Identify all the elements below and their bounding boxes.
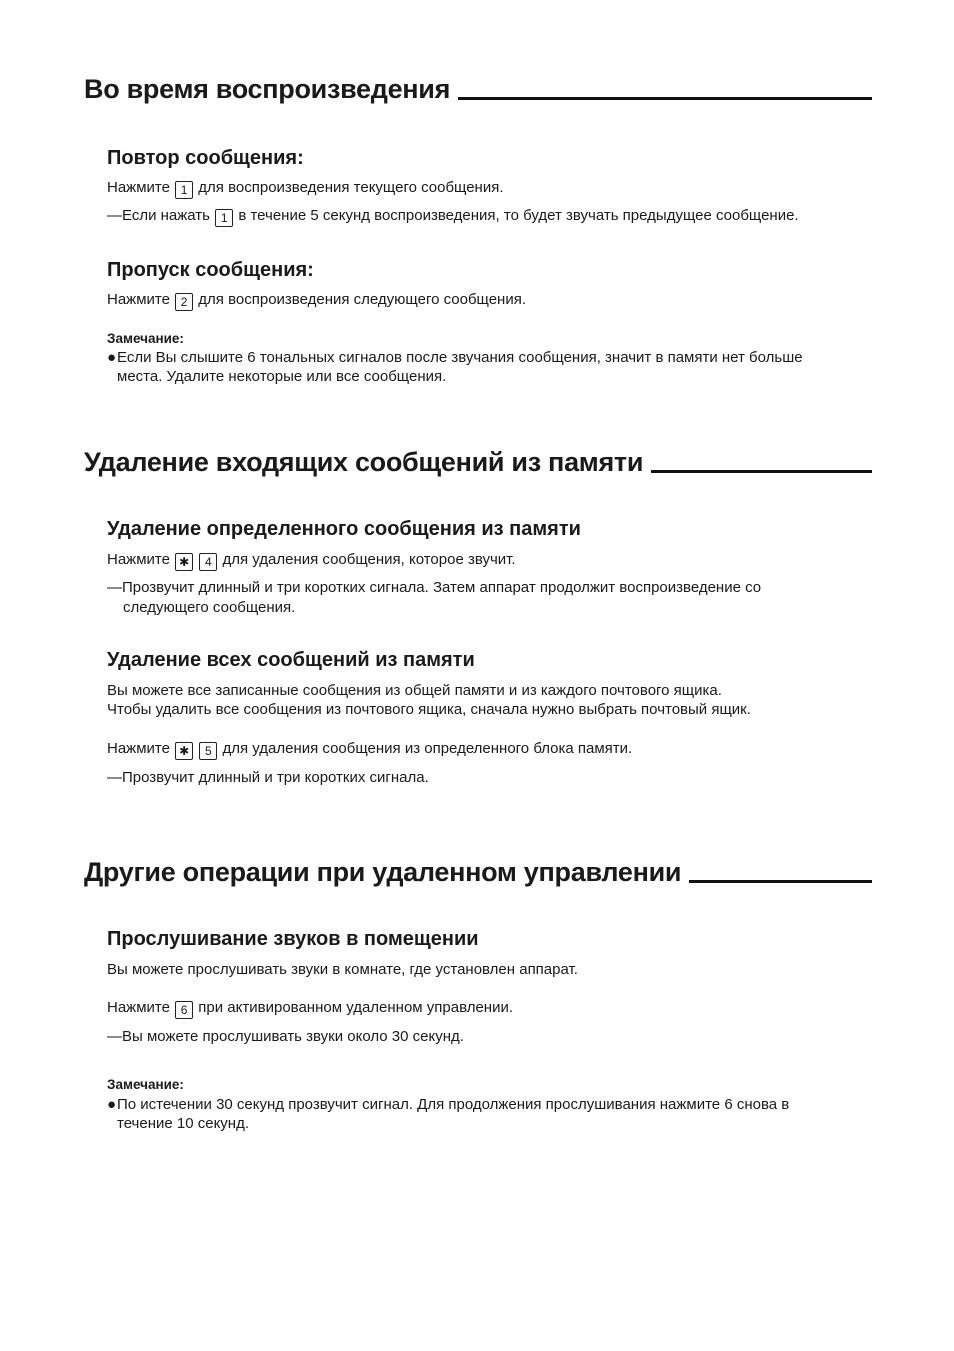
text: Нажмите xyxy=(107,179,170,196)
subheading-delete-all: Удаление всех сообщений из памяти xyxy=(107,649,475,671)
key-2-icon: 2 xyxy=(175,293,193,311)
key-star-icon: ✱ xyxy=(175,553,193,571)
paragraph-room-monitor-3: —Вы можете прослушивать звуки около 30 секунд. xyxy=(107,1028,464,1045)
key-5-icon: 5 xyxy=(199,742,217,760)
text: Нажмите xyxy=(107,740,170,757)
text: Нажмите xyxy=(107,551,170,568)
paragraph-delete-all-3 xyxy=(107,739,632,760)
text: Если Вы слышите 6 тональных сигналов после звучания сообщения, значит в памяти нет больше xyxy=(117,349,803,366)
key-6-icon: 6 xyxy=(175,1001,193,1019)
heading-rule xyxy=(458,97,872,100)
bullet-icon: ● xyxy=(107,349,117,366)
note-line-1 xyxy=(107,348,803,367)
text: для удаления сообщения из определенного блока памяти. xyxy=(222,740,633,757)
text: для воспроизведения текущего сообщения. xyxy=(198,179,504,196)
heading-rule xyxy=(651,470,872,473)
note-line-2: места. Удалите некоторые или все сообщения. xyxy=(117,368,447,385)
paragraph-delete-specific-3: следующего сообщения. xyxy=(123,599,296,616)
key-1-icon: 1 xyxy=(175,181,193,199)
text: —Если нажать xyxy=(107,207,210,224)
section-heading-other xyxy=(84,857,872,887)
note-line-1 xyxy=(107,1095,789,1114)
paragraph-delete-all-1: Вы можете все записанные сообщения из общей памяти и из каждого почтового ящика. xyxy=(107,682,722,699)
paragraph-room-monitor-2 xyxy=(107,998,513,1019)
paragraph-repeat-1 xyxy=(107,178,504,199)
heading-rule xyxy=(689,880,872,883)
subheading-repeat: Повтор сообщения: xyxy=(107,147,304,169)
text: Нажмите xyxy=(107,291,170,308)
note-line-2: течение 10 секунд. xyxy=(117,1115,250,1132)
paragraph-repeat-2 xyxy=(107,206,799,227)
text: в течение 5 секунд воспроизведения, то будет звучать предыдущее сообщение. xyxy=(238,207,799,224)
text: для воспроизведения следующего сообщения. xyxy=(198,291,527,308)
paragraph-skip-1 xyxy=(107,290,526,311)
key-1-icon: 1 xyxy=(215,209,233,227)
paragraph-delete-all-2: Чтобы удалить все сообщения из почтового ящика, сначала нужно выбрать почтовый ящик. xyxy=(107,701,751,718)
paragraph-delete-all-4: —Прозвучит длинный и три коротких сигнала. xyxy=(107,769,429,786)
text: Нажмите xyxy=(107,999,170,1016)
key-4-icon: 4 xyxy=(199,553,217,571)
key-star-icon: ✱ xyxy=(175,742,193,760)
subheading-delete-specific: Удаление определенного сообщения из памяти xyxy=(107,518,581,540)
bullet-icon: ● xyxy=(107,1096,117,1113)
section-title: Другие операции при удаленном управлении xyxy=(84,857,682,887)
section-title: Во время воспроизведения xyxy=(84,74,451,104)
section-title: Удаление входящих сообщений из памяти xyxy=(84,447,644,477)
subheading-room-monitor: Прослушивание звуков в помещении xyxy=(107,928,479,950)
paragraph-room-monitor-1: Вы можете прослушивать звуки в комнате, где установлен аппарат. xyxy=(107,961,578,978)
paragraph-delete-specific-2: —Прозвучит длинный и три коротких сигнала. Затем аппарат продолжит воспроизведение со xyxy=(107,579,762,596)
paragraph-delete-specific-1 xyxy=(107,550,516,571)
subheading-skip: Пропуск сообщения: xyxy=(107,259,314,281)
text: при активированном удаленном управлении. xyxy=(198,999,514,1016)
note-heading: Замечание: xyxy=(107,1077,184,1092)
section-heading-delete xyxy=(84,447,872,477)
text: По истечении 30 секунд прозвучит сигнал. Для продолжения прослушивания нажмите 6 снова в xyxy=(117,1096,790,1113)
section-heading-playback xyxy=(84,74,872,104)
text: для удаления сообщения, которое звучит. xyxy=(222,551,516,568)
note-heading: Замечание: xyxy=(107,331,184,346)
